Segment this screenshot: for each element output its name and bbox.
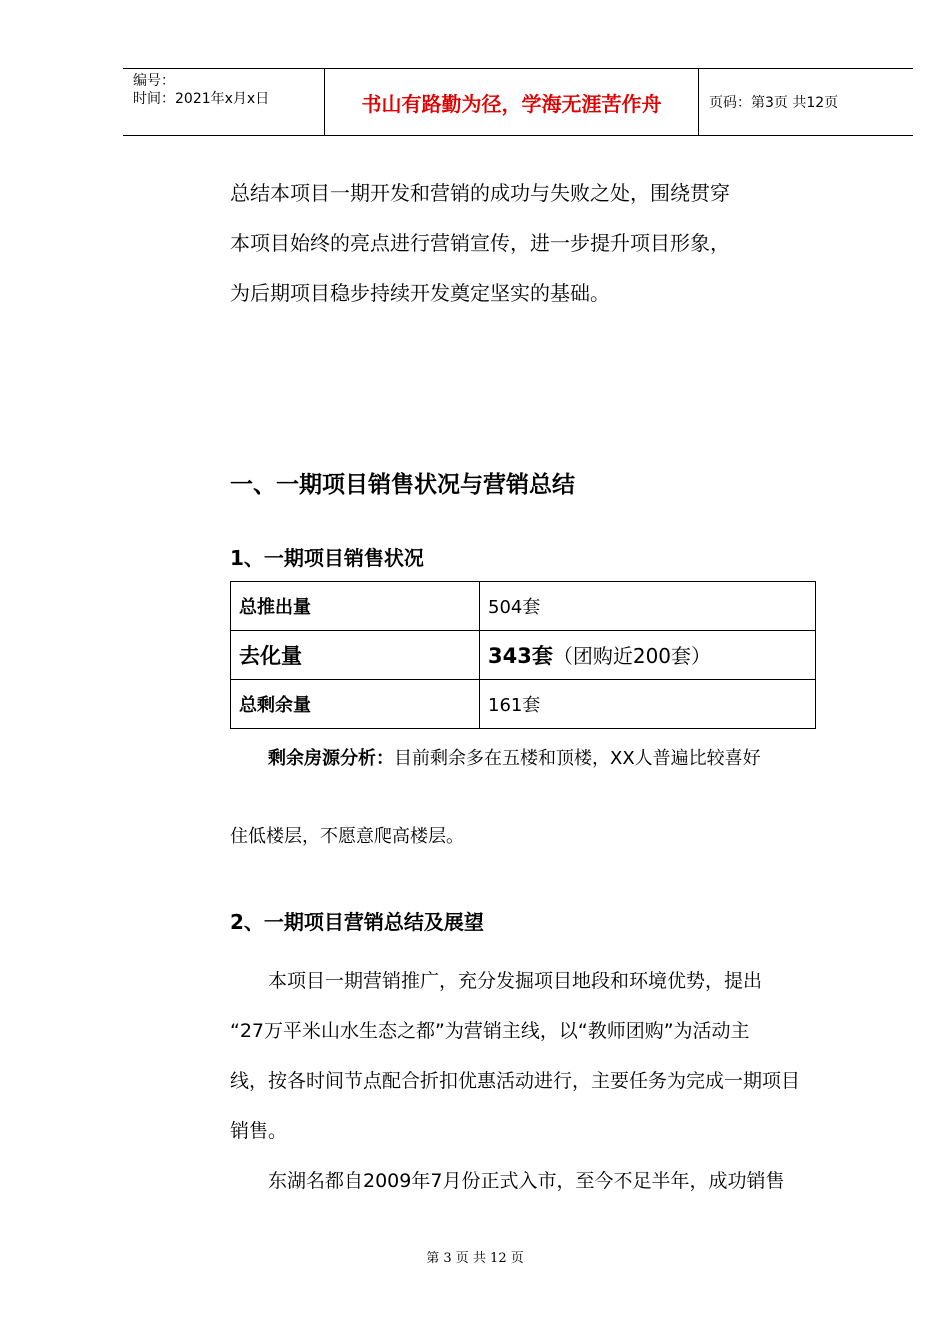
sold-note: （团购近200套） [552,644,712,668]
header-motto-cell [325,69,699,135]
subsection-title-sales: 1、一期项目销售状况 [230,546,424,570]
body-line: 本项目一期营销推广，充分发掘项目地段和环境优势，提出 [268,970,763,992]
table-value: 504套 [480,582,816,631]
intro-line: 总结本项目一期开发和营销的成功与失败之处，围绕贯穿 [230,181,730,205]
body-line: 线，按各时间节点配合折扣优惠活动进行，主要任务为完成一期项目 [230,1070,801,1092]
body-line: “27万平米山水生态之都”为营销主线，以“教师团购”为活动主 [230,1020,750,1042]
sales-table [230,581,816,729]
intro-line: 本项目始终的亮点进行营销宣传，进一步提升项目形象， [230,231,730,255]
header-page-info: 页码：第3页 共12页 [709,95,839,111]
header-motto: 书山有路勤为径，学海无涯苦作舟 [361,91,662,116]
body-line: 东湖名都自2009年7月份正式入市，至今不足半年，成功销售 [268,1170,785,1192]
table-row [231,582,816,631]
analysis-label: 剩余房源分析： [268,748,394,769]
table-value: 161套 [480,680,816,729]
analysis-paragraph [230,746,820,772]
body-line: 销售。 [230,1120,288,1142]
section-title: 一、一期项目销售状况与营销总结 [230,472,575,498]
page-footer: 第 3 页 共 12 页 [426,1251,524,1266]
table-row [231,680,816,729]
analysis-text-continued: 住低楼层，不愿意爬高楼层。 [230,826,464,847]
intro-line: 为后期项目稳步持续开发奠定坚实的基础。 [230,281,610,305]
page-header [123,68,913,136]
table-value [480,631,816,680]
analysis-text: 目前剩余多在五楼和顶楼，XX人普遍比较喜好 [394,748,761,769]
time-label: 时间：2021年x月x日 [133,91,270,107]
table-key: 去化量 [231,631,480,680]
header-meta [123,69,325,135]
serial-label: 编号： [133,73,175,89]
marketing-paragraph [230,956,820,1206]
table-row [231,631,816,680]
table-key: 总推出量 [231,582,480,631]
intro-paragraph [230,168,820,318]
subsection-title-marketing: 2、一期项目营销总结及展望 [230,910,484,934]
sold-count: 343套 [488,644,553,668]
table-key: 总剩余量 [231,680,480,729]
